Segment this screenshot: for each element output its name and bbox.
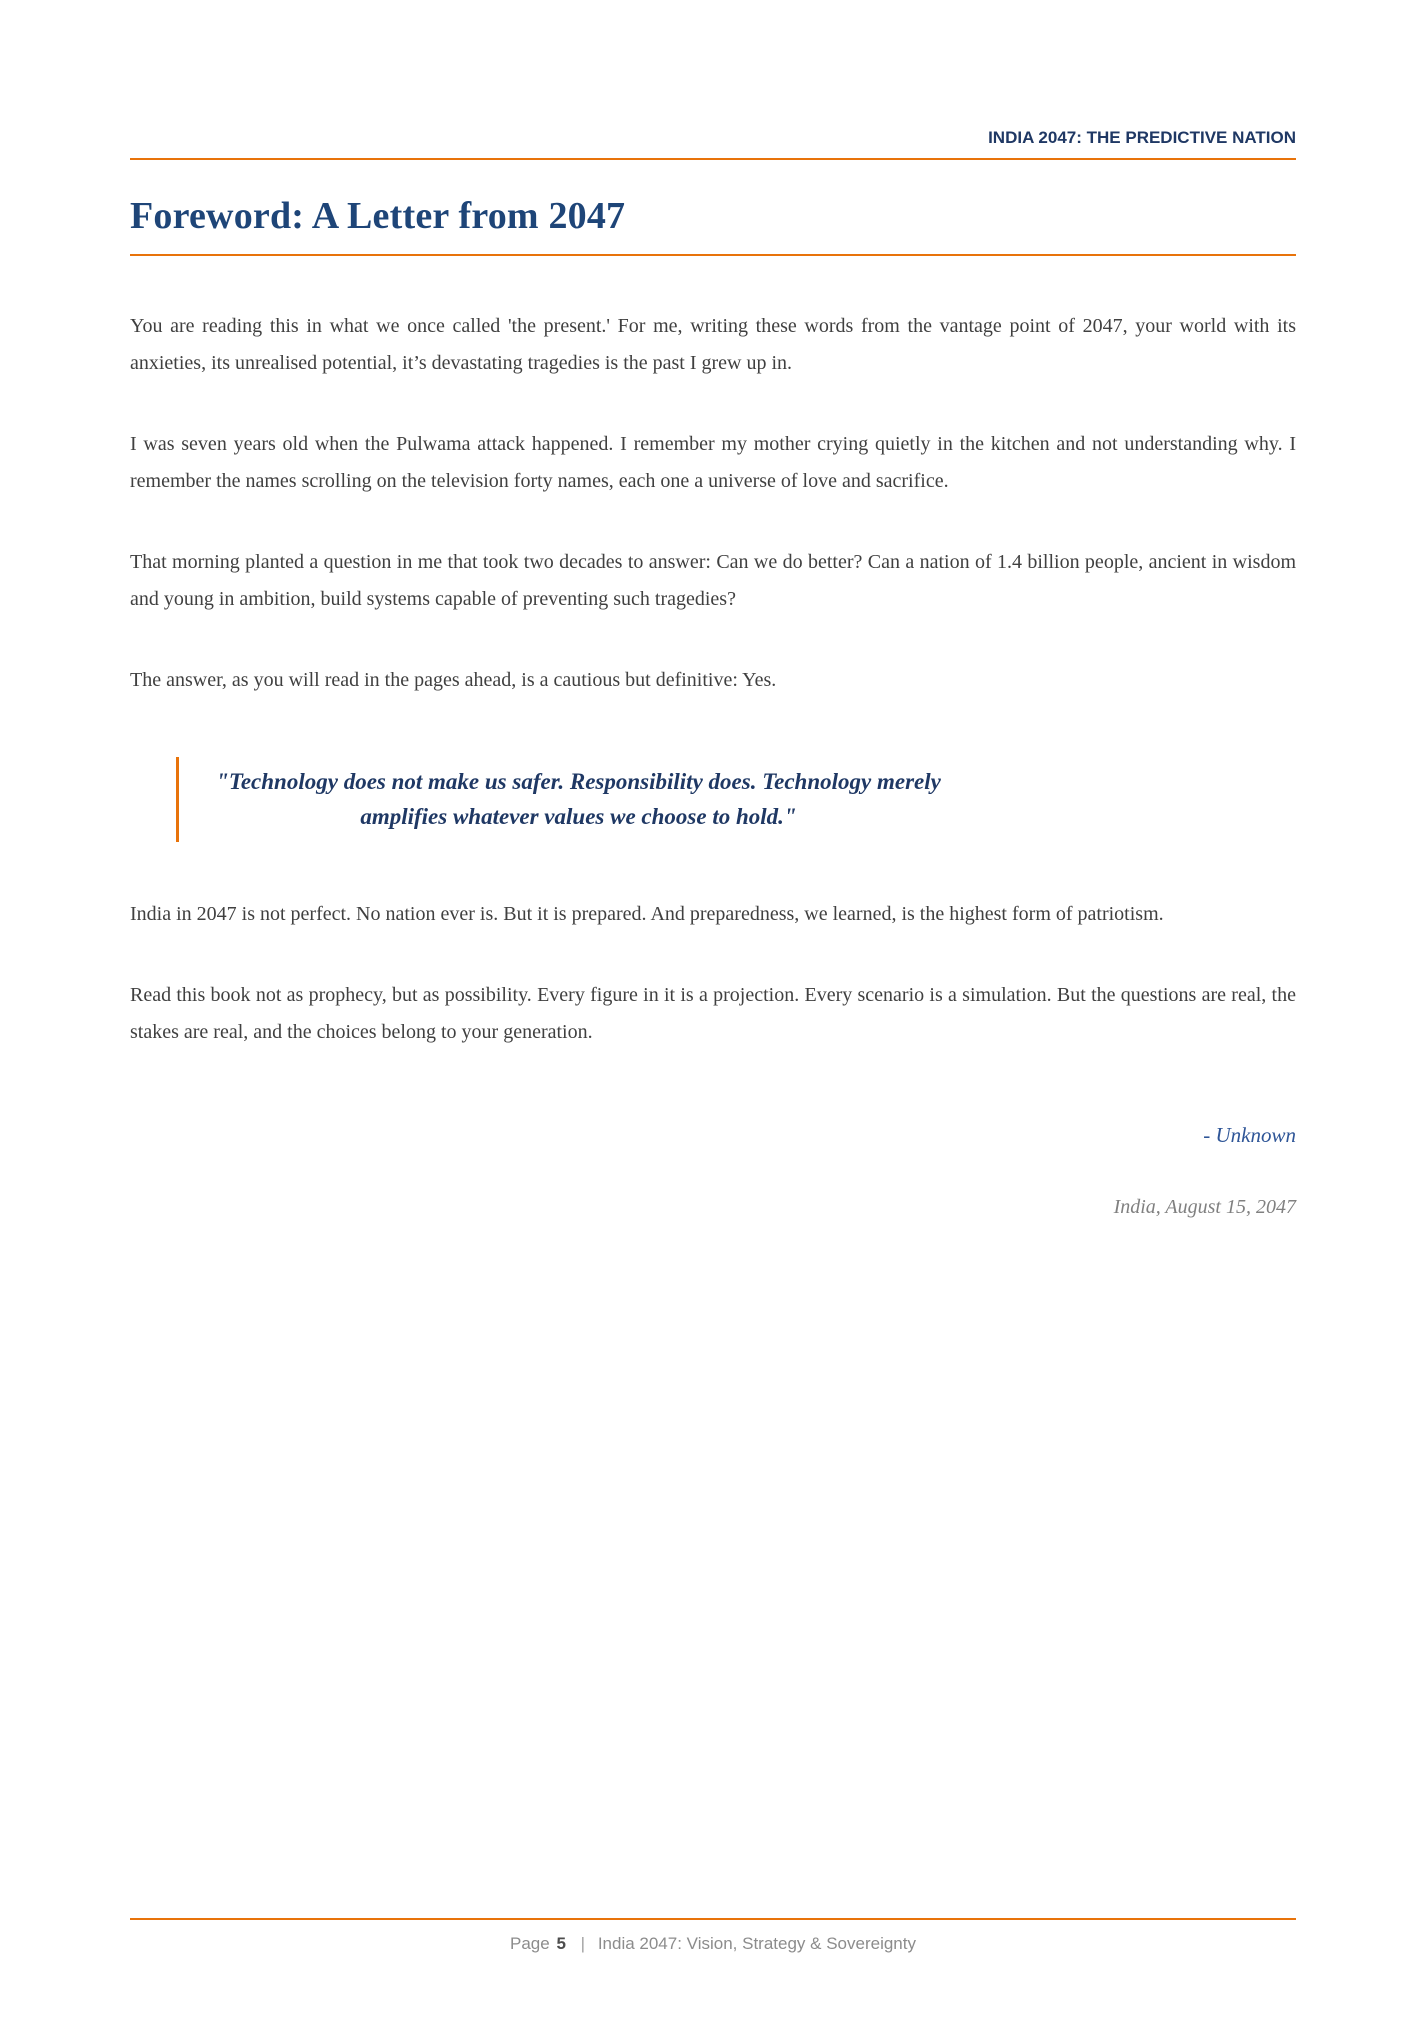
- pull-quote-text: "Technology does not make us safer. Responsibility does. Technology merely amplifies whatever values we choose to hold.": [216, 769, 941, 829]
- footer-separator: |: [580, 1934, 586, 1953]
- paragraph-3: That morning planted a question in me that took two decades to answer: Can we do better? Can a nation of 1.4 billion people, ancient in wisdom and young in ambition, build systems capable of preventing such tragedies?: [130, 551, 1296, 610]
- pull-quote-block: [176, 757, 946, 842]
- paragraph-4: The answer, as you will read in the pages ahead, is a cautious but definitive: Yes.: [130, 669, 777, 691]
- page-title: Foreword: A Letter from 2047: [130, 194, 1296, 256]
- paragraph-5: India in 2047 is not perfect. No nation ever is. But it is prepared. And preparedness, we learned, is the highest form of patriotism.: [130, 903, 1164, 925]
- footer-page-number: 5: [556, 1934, 566, 1953]
- quote-attribution: - Unknown: [1203, 1123, 1296, 1147]
- page-footer: [130, 1918, 1296, 1954]
- paragraph-6: Read this book not as prophecy, but as possibility. Every figure in it is a projection. Every scenario is a simulation. But the questions are real, the stakes are real, and the choices belong to your generation.: [130, 984, 1296, 1043]
- footer-book-title: India 2047: Vision, Strategy & Sovereignty: [597, 1934, 916, 1953]
- footer-page-label: Page: [510, 1934, 550, 1953]
- running-header: INDIA 2047: THE PREDICTIVE NATION: [130, 128, 1296, 160]
- paragraph-2: I was seven years old when the Pulwama attack happened. I remember my mother crying quietly in the kitchen and not understanding why. I remember the names scrolling on the television forty names, each one a universe of love and sacrifice.: [130, 433, 1296, 492]
- dateline: India, August 15, 2047: [1113, 1196, 1296, 1218]
- page-content: [130, 0, 1296, 1219]
- paragraph-1: You are reading this in what we once called 'the present.' For me, writing these words from the vantage point of 2047, your world with its anxieties, its unrealised potential, it’s devastating tragedies is the past I grew up in.: [130, 315, 1296, 374]
